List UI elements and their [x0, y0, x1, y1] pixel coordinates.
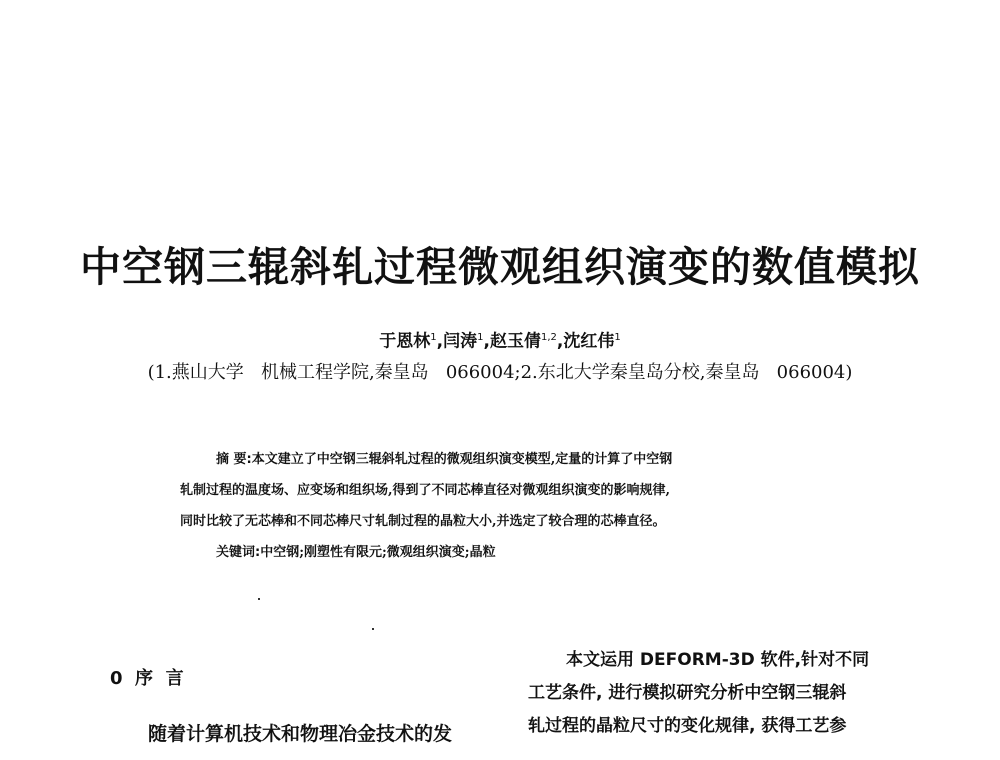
body-line: 本文运用 DEFORM-3D 软件,针对不同 — [566, 650, 870, 670]
abstract-label: 摘 要: — [216, 452, 252, 467]
keywords-label: 关键词: — [216, 545, 261, 560]
section-heading: 0 序 言 — [110, 668, 184, 689]
abstract — [180, 444, 840, 568]
author-affiliation-index: 1 — [430, 332, 437, 343]
author-affiliation-index: 1,2 — [540, 332, 557, 343]
keywords-text: 中空钢;刚塑性有限元;微观组织演变;晶粒 — [260, 545, 496, 560]
body-line: 工艺条件, 进行模拟研究分析中空钢三辊斜 — [528, 683, 847, 703]
right-column-body — [528, 644, 928, 743]
abstract-line — [180, 444, 840, 475]
abstract-line: 同时比较了无芯棒和不同芯棒尺寸轧制过程的晶粒大小,并选定了较合理的芯棒直径。 — [180, 514, 666, 529]
left-column-body — [110, 718, 510, 750]
author-name: 沈红伟 — [563, 331, 615, 352]
author-name: 赵玉倩 — [489, 331, 541, 352]
abstract-line: 轧制过程的温度场、应变场和组织场,得到了不同芯棒直径对微观组织演变的影响规律, — [180, 483, 671, 498]
speck-mark — [372, 628, 374, 630]
author-name: 闫涛 — [443, 331, 478, 352]
author-separator: , — [436, 331, 444, 352]
body-line: 随着计算机技术和物理冶金技术的发 — [148, 723, 453, 745]
keywords — [180, 537, 840, 568]
author-affiliation-index: 1 — [477, 332, 484, 343]
author-affiliation-index: 1 — [614, 332, 621, 343]
author-list — [0, 326, 1000, 354]
body-line: 轧过程的晶粒尺寸的变化规律, 获得工艺参 — [528, 716, 847, 736]
paper-title: 中空钢三辊斜轧过程微观组织演变的数值模拟 — [80, 243, 920, 291]
abstract-text: 本文建立了中空钢三辊斜轧过程的微观组织演变模型,定量的计算了中空钢 — [251, 452, 673, 467]
author-separator: , — [483, 331, 490, 352]
author-affiliations: (1.燕山大学 机械工程学院,秦皇岛 066004;2.东北大学秦皇岛分校,秦皇岛 066004) — [147, 362, 853, 383]
speck-mark — [258, 598, 260, 600]
author-separator: , — [556, 331, 564, 352]
author-name: 于恩林 — [379, 331, 431, 352]
